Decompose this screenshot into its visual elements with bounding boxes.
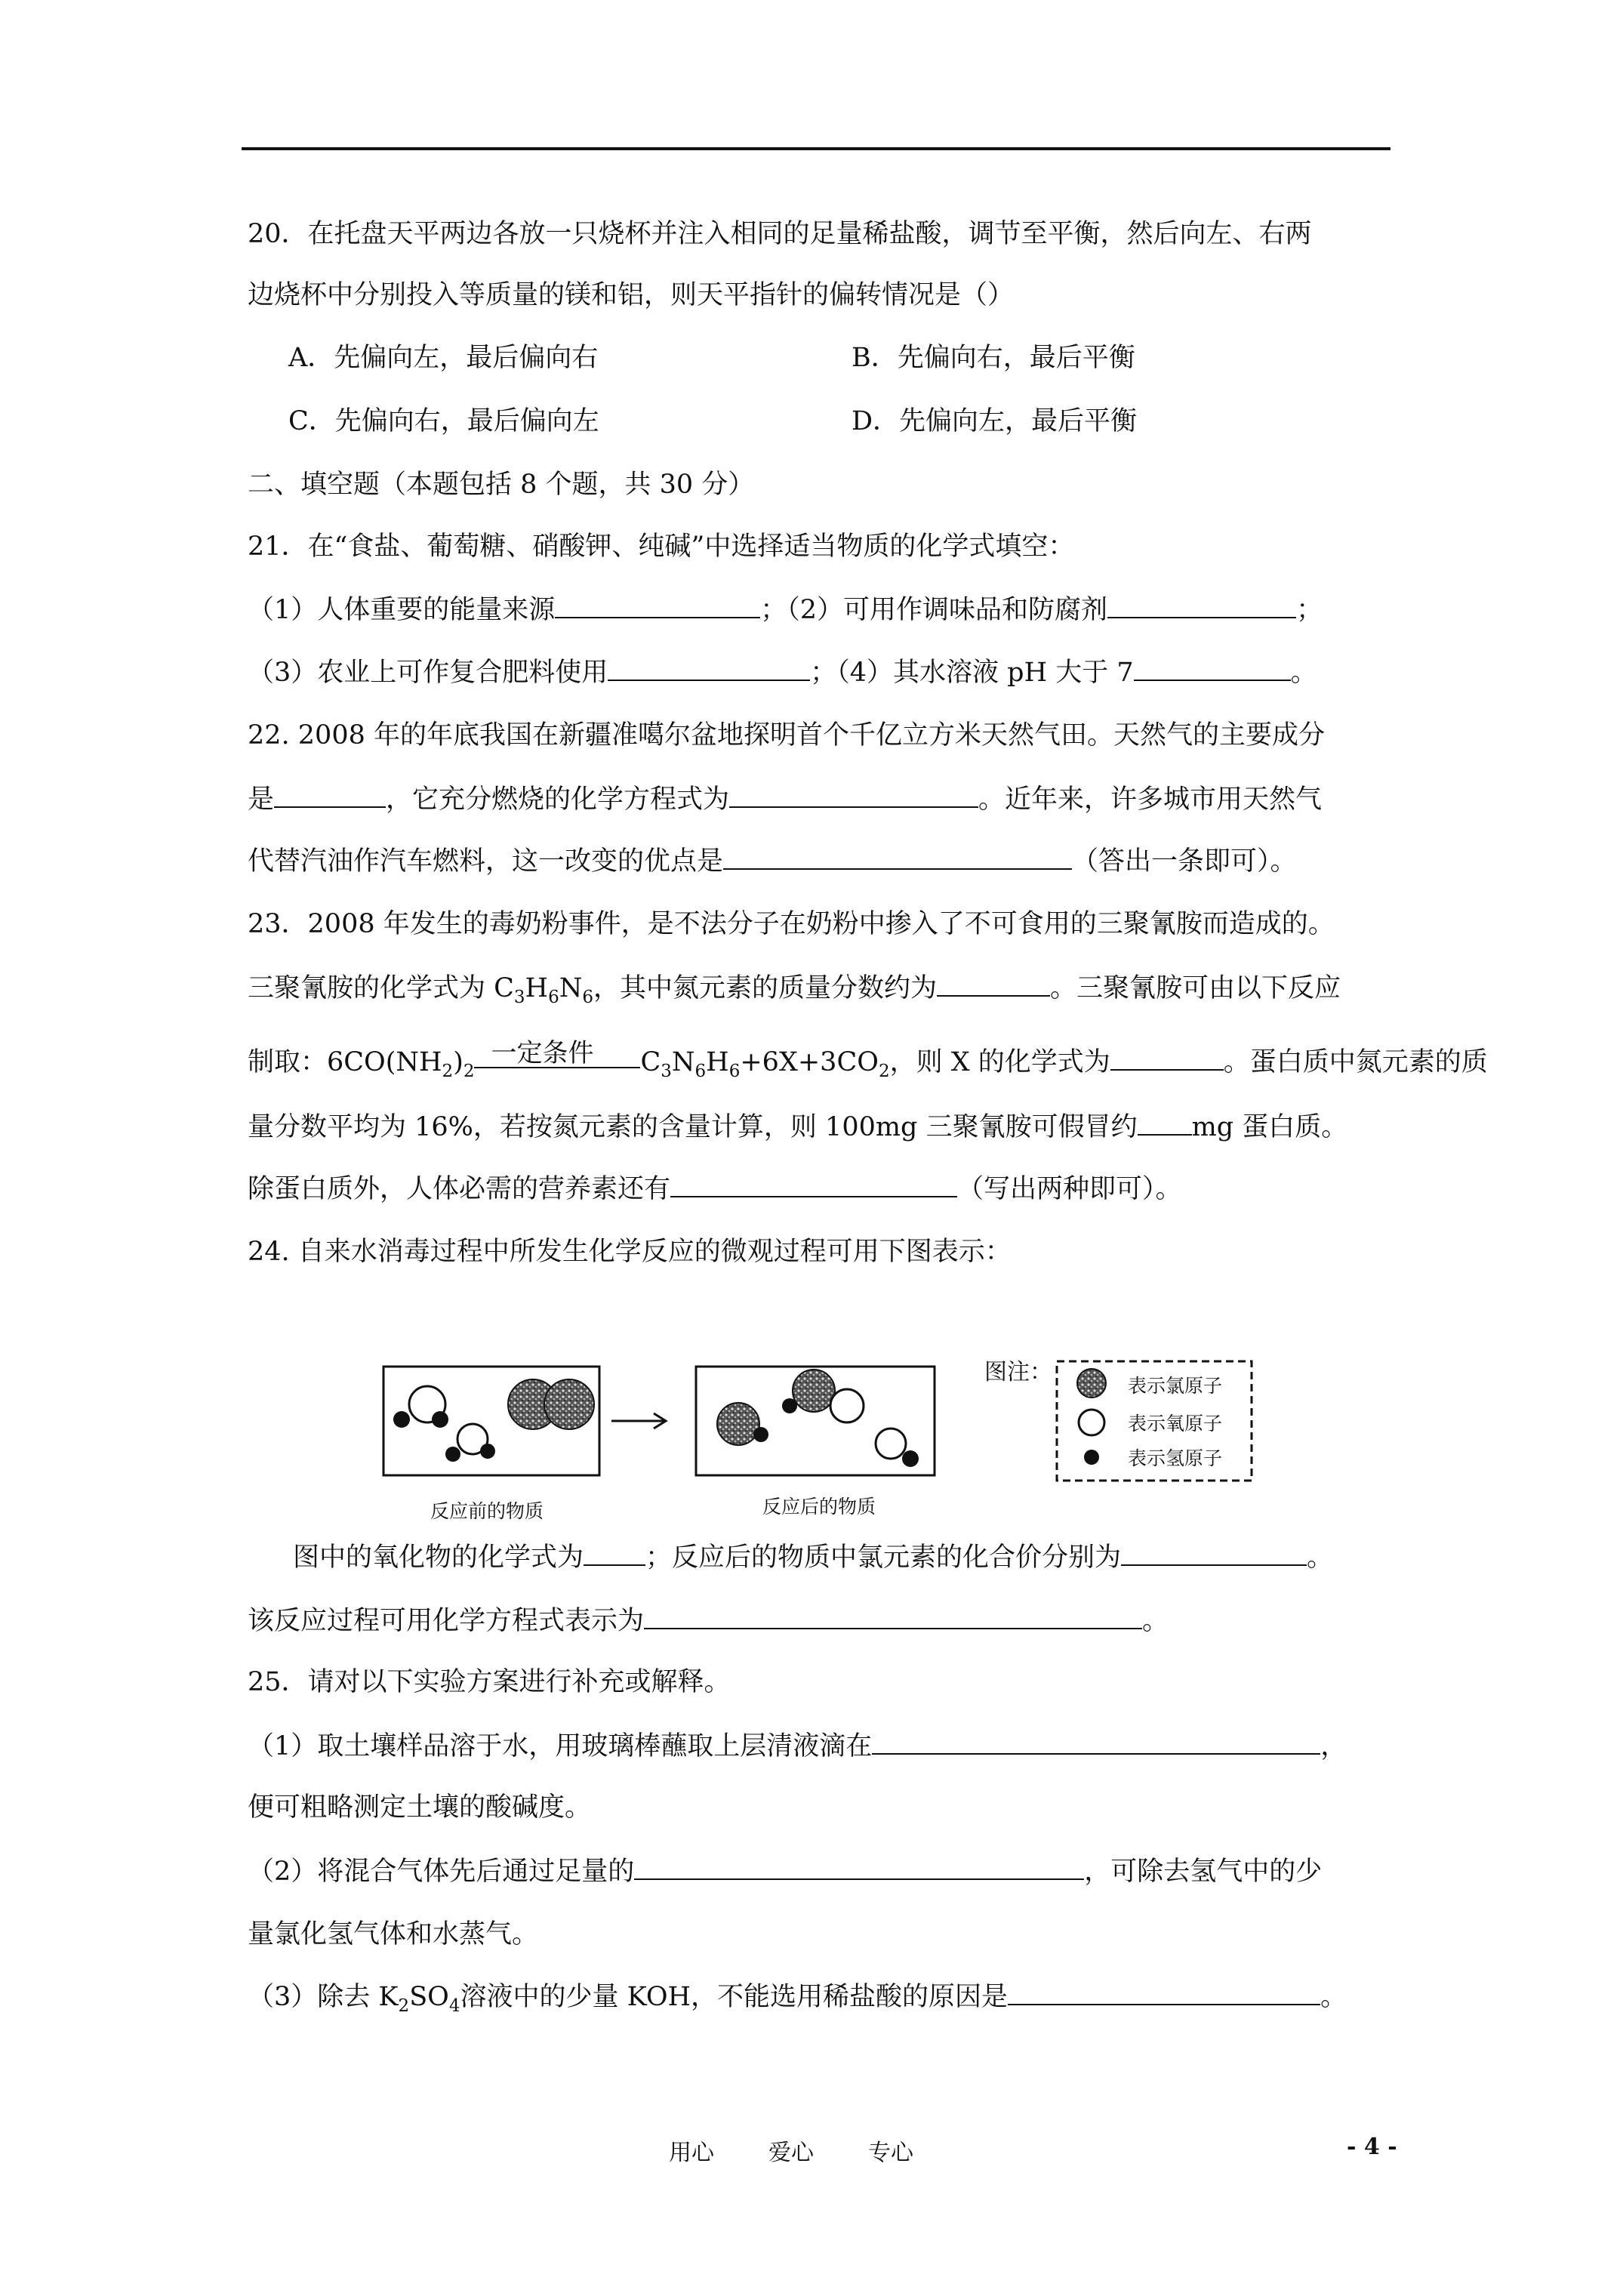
- q23-text: 。蛋白质中氮元素的质: [1223, 1047, 1488, 1077]
- q25-text: ，可除去氢气中的少: [1084, 1857, 1323, 1887]
- q23-text: mg 蛋白质。: [1191, 1112, 1348, 1142]
- q20-option-d: D．先偏向左，最后平衡: [852, 406, 1138, 436]
- q21-part-1: （1）人体重要的能量来源: [248, 595, 556, 625]
- q22-text: 代替汽油作汽车燃料，这一改变的优点是: [248, 846, 724, 877]
- hydrogen-atom: [393, 1411, 410, 1428]
- q21-stem: 21．在“食盐、葡萄糖、硝酸钾、纯碱”中选择适当物质的化学式填空：: [248, 532, 1075, 562]
- page-number: - 4 -: [1347, 2134, 1397, 2160]
- q24-line-1: [293, 1540, 1333, 1574]
- q23-line-3: 制取：$6CO(NH_2)_2$ 一定条件 $C_3N_6H_6+6X+3CO_2$，则 X 的化学式为 。蛋白质中氮元素的质: [248, 1038, 1488, 1081]
- reaction-condition: 一定条件: [491, 1038, 594, 1068]
- hydrogen-legend-icon: [1084, 1450, 1099, 1465]
- q23-text: ，其中氮元素的质量分数约为: [593, 973, 937, 1003]
- legend-title: 图注：: [984, 1360, 1052, 1385]
- q23-line-2: 三聚氰胺的化学式为 $C_3H_6N_6$，其中氮元素的质量分数约为 。三聚氰胺可由以下反应: [248, 971, 1341, 1005]
- hydrogen-atom: [445, 1447, 460, 1462]
- q22-text: ，它充分燃烧的化学方程式为: [386, 784, 730, 815]
- chlorine-atom: [793, 1370, 835, 1412]
- q24-text: 。: [1307, 1542, 1334, 1573]
- punctuation: ；: [1296, 595, 1323, 625]
- chlorine-atom: [544, 1379, 594, 1429]
- q25-text: 。: [1320, 1982, 1347, 2012]
- q23-text: 量分数平均为 16%，若按氮元素的含量计算，则 100mg 三聚氰胺可假冒约: [248, 1112, 1138, 1142]
- q25-line-2: 便可粗略测定土壤的酸碱度。: [248, 1792, 592, 1823]
- q24-stem: 24. 自来水消毒过程中所发生化学反应的微观过程可用下图表示：: [248, 1237, 1012, 1267]
- answer-blank[interactable]: [634, 1854, 1084, 1880]
- q24-text: 。: [1142, 1606, 1169, 1636]
- q22-text: 是: [248, 784, 275, 815]
- q25-text: 溶液中的少量 KOH，不能选用稀盐酸的原因是: [460, 1982, 1009, 2012]
- answer-blank[interactable]: [872, 1729, 1320, 1755]
- legend-oxygen: 表示氧原子: [1128, 1413, 1223, 1435]
- q23-text: 制取：6CO(NH: [248, 1047, 442, 1077]
- q25-line-1: [248, 1729, 1347, 1763]
- after-caption: 反应后的物质: [762, 1496, 876, 1518]
- hydrogen-atom: [902, 1450, 919, 1467]
- q23-text: 除蛋白质外，人体必需的营养素还有: [248, 1174, 671, 1204]
- q23-text: （写出两种即可）。: [957, 1174, 1182, 1204]
- oxygen-atom: [876, 1428, 906, 1459]
- q20-stem-line-2: 边烧杯中分别投入等质量的镁和铝，则天平指针的偏转情况是（）: [248, 280, 1015, 310]
- answer-blank[interactable]: [584, 1540, 645, 1566]
- q20-option-a: A．先偏向左，最后偏向右: [288, 343, 599, 373]
- q23-text: 三聚氰胺的化学式为 C: [248, 973, 514, 1003]
- q20-option-c: C．先偏向右，最后偏向左: [288, 406, 599, 436]
- oxygen-legend-icon: [1079, 1410, 1104, 1435]
- answer-blank[interactable]: [1008, 1980, 1320, 2005]
- q25-text: （2）将混合气体先后通过足量的: [248, 1857, 635, 1887]
- punctuation: 。: [1290, 658, 1317, 688]
- oxygen-atom: [830, 1389, 864, 1422]
- q25-line-5: （3）除去 $K_2SO_4$溶液中的少量 KOH，不能选用稀盐酸的原因是 。: [248, 1980, 1347, 2014]
- q22-text: 。近年来，许多城市用天然气: [978, 784, 1323, 815]
- q22-text: （答出一条即可）。: [1072, 846, 1297, 877]
- q20-option-b: B．先偏向右，最后平衡: [852, 343, 1135, 373]
- hydrogen-atom: [432, 1411, 448, 1428]
- q21-part-4: ；（4）其水溶液 pH 大于 7: [810, 658, 1134, 688]
- q23-text: ，则 X 的化学式为: [889, 1047, 1110, 1077]
- q24-text: ；反应后的物质中氯元素的化合价分别为: [645, 1542, 1122, 1573]
- footer-aixin: 爱心: [768, 2140, 814, 2166]
- legend-hydrogen: 表示氢原子: [1128, 1448, 1223, 1469]
- q20-stem-line-1: 20．在托盘天平两边各放一只烧杯并注入相同的足量稀盐酸，调节至平衡，然后向左、右两: [248, 219, 1312, 249]
- footer-zhuanxin: 专心: [868, 2140, 913, 2166]
- legend-chlorine: 表示氯原子: [1128, 1376, 1223, 1397]
- q25-stem: 25．请对以下实验方案进行补充或解释。: [248, 1667, 731, 1697]
- q25-text: （1）取土壤样品溶于水，用玻璃棒蘸取上层清液滴在: [248, 1731, 873, 1761]
- answer-blank[interactable]: [1121, 1540, 1307, 1566]
- q25-text: ，: [1320, 1731, 1347, 1761]
- q21-part-2: ；（2）可用作调味品和防腐剂: [760, 595, 1108, 625]
- q23-text: 。三聚氰胺可由以下反应: [1050, 973, 1341, 1003]
- q24-text: 图中的氧化物的化学式为: [293, 1542, 584, 1573]
- answer-blank[interactable]: [644, 1604, 1142, 1629]
- q25-text: （3）除去 K: [248, 1982, 399, 2012]
- footer-yongxin: 用心: [669, 2140, 714, 2166]
- chlorine-legend-icon: [1077, 1369, 1106, 1398]
- before-caption: 反应前的物质: [430, 1501, 544, 1522]
- hydrogen-atom: [753, 1427, 768, 1442]
- section-two-heading: 二、填空题（本题包括 8 个题，共 30 分）: [248, 470, 755, 500]
- hydrogen-atom: [480, 1444, 495, 1459]
- q25-line-3: [248, 1854, 1322, 1888]
- q24-text: 该反应过程可用化学方程式表示为: [248, 1606, 645, 1636]
- q22-line-1: 22. 2008 年的年底我国在新疆准噶尔盆地探明首个千亿立方米天然气田。天然气的主要成分: [248, 720, 1325, 750]
- hydrogen-atom: [782, 1398, 797, 1413]
- q23-text: +6X+3CO: [740, 1047, 879, 1077]
- q25-line-4: 量氯化氢气体和水蒸气。: [248, 1919, 539, 1949]
- chlorine-atom: [717, 1403, 759, 1445]
- q23-line-1: 23．2008 年发生的毒奶粉事件，是不法分子在奶粉中掺入了不可食用的三聚氰胺而造成的。: [248, 909, 1335, 939]
- q24-line-2: [248, 1604, 1169, 1638]
- q21-part-3: （3）农业上可作复合肥料使用: [248, 658, 608, 688]
